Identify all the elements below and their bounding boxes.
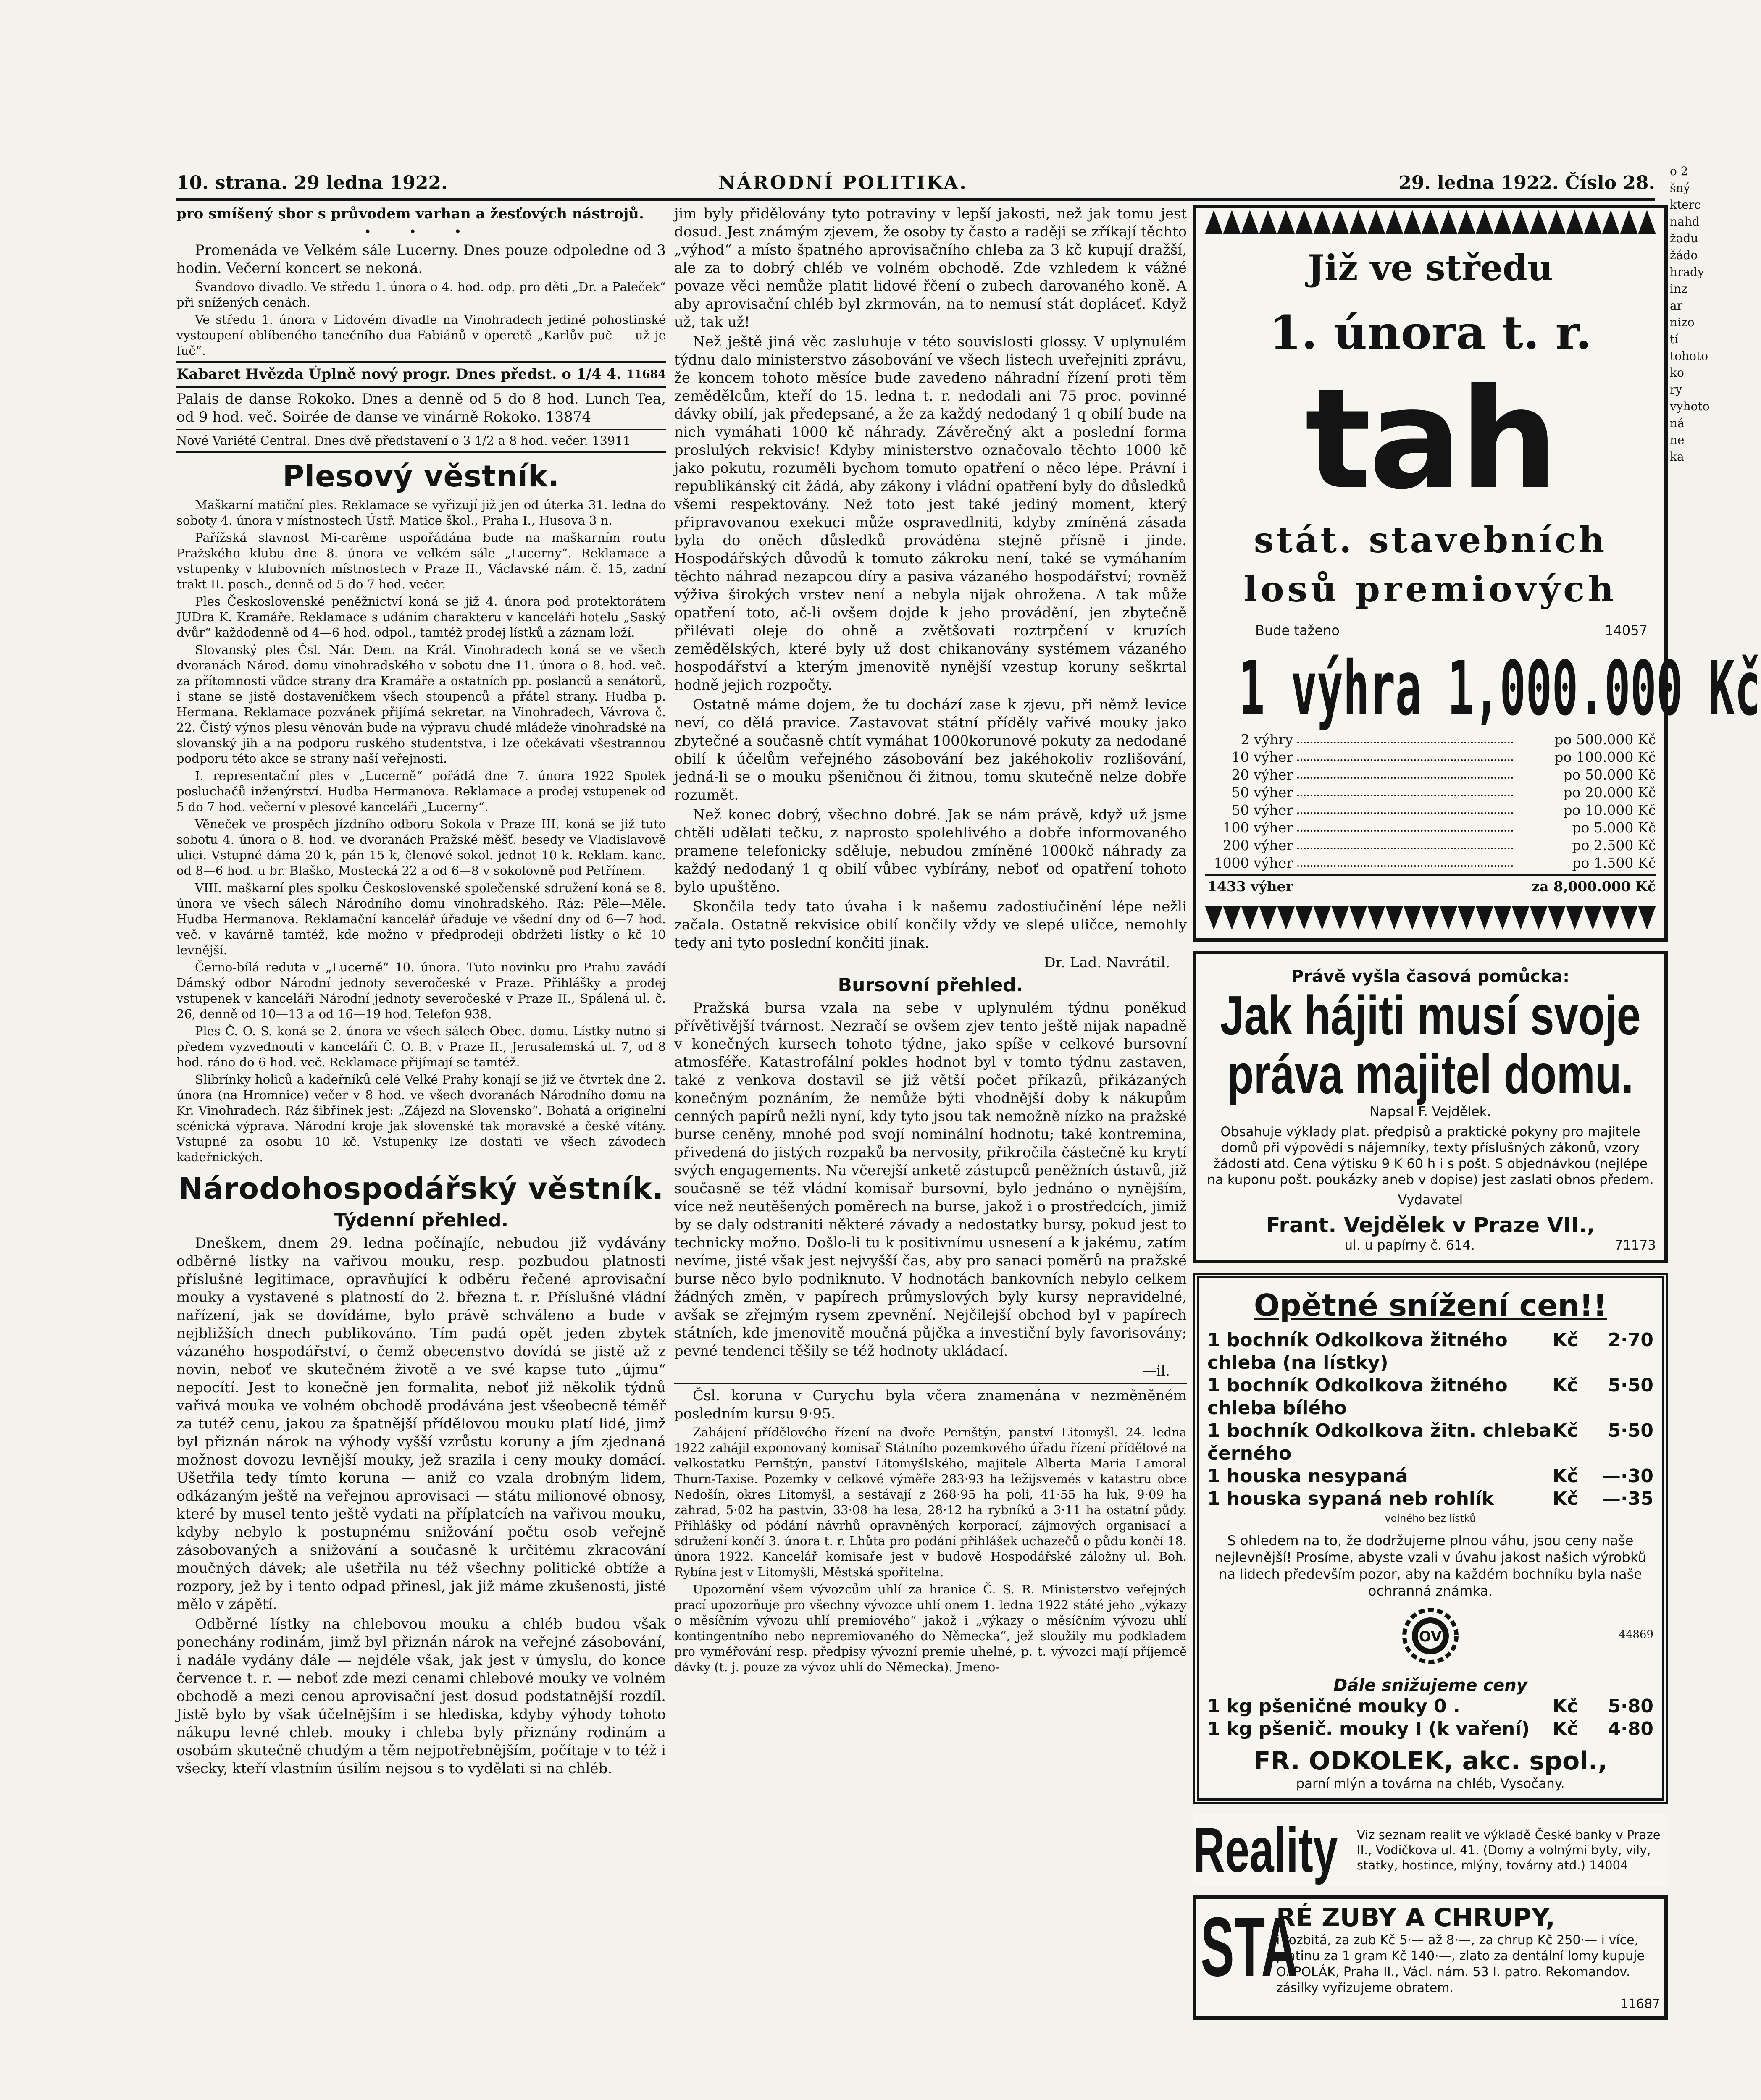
triangle-ornament (1205, 210, 1223, 234)
draw-number: 14057 (1605, 622, 1648, 638)
lottery-line4: losů premiových (1243, 568, 1617, 610)
intro-text: pro smíšený sbor s průvodem varhan a žesťových nástrojů. (176, 205, 644, 222)
lottery-line3: stát. stavebních (1254, 519, 1607, 561)
triangle-ornament (1602, 210, 1620, 234)
bakery-company-sub: parní mlýn a továrna na chléb, Vysočany. (1296, 1776, 1565, 1791)
price-item-name: 1 bochník Odkolkova žitn. chleba černého (1207, 1420, 1551, 1464)
triangle-ornament (1367, 210, 1385, 234)
price-value: —·35 (1602, 1488, 1653, 1509)
lottery-main-prize: 1 výhra 1,000.000 Kč (1238, 645, 1761, 732)
bakery-company: FR. ODKOLEK, akc. spol., (1253, 1746, 1608, 1776)
triangle-border-top (1205, 208, 1656, 234)
triangle-ornament (1457, 210, 1475, 234)
article-paragraph: Skončila tedy tato úvaha i k našemu zadostiučinění lépe nežli začala. Ostatně rekvisice obilí končily vždy ve slepé uličce, nemohly tedy ani tyto poslední končiti jinak. (674, 898, 1187, 951)
prize-value: po 5.000 Kč (1572, 819, 1656, 836)
lottery-draw-number (1255, 622, 1648, 638)
article-paragraph: Než ještě jiná věc zasluhuje v této souvislosti glossy. V uplynulém týdnu dalo ministerstvo zásobování ve všech listech uveřejniti zprávu, že koncem tohoto měsíce bude zavedeno náhradní řízení proti těm zemědělcům, kteří do 15. ledna t. r. nedodali ani 75 proc. povinné dávky obilí, jak předepsané, a že za každý nedodaný 1 q obilí bude na nich vymáhati 1000 kč náhrady. Závěrečný akt a poslední forma proslulých rekvisic! Kdyby ministerstvo označovalo těchto 1000 kč jako pokutu, rozuměli bychom tomuto opatření o něco lépe. Právní i republikánský cit žádá, aby zákony i vládní opatření byly do důsledků všemi respektovány. Než toto jest také jediný moment, který připravovanou exekuci může ospravedlniti, kdyby zmíněná zásada byla do oněch důsledků prováděna stejně přísně i jinde. Hospodářských důvodů k tomuto zákroku není, také se vymáhaním těchto náhrad nezapcou díry a pasiva vázaného hospodářství; rovněž výživa širokých vrstev není a nebyla nijak ohrožena. A tak může opatření toto, ač-li ovšem dojde k jeho provádění, jen zbytečně přilévati oleje do ohně a zvětšovati roztrpčení v kruzích zemědělských, které byly už dost chikanovány systémem vázaného hospodářství a kterým jmenovitě nynější vzestup koruny seškrtal hodně jejich rozpočty. (674, 333, 1187, 693)
price-item-name: 1 kg pšeničné mouky 0 . (1207, 1696, 1460, 1717)
prize-row (1205, 854, 1656, 872)
triangle-ornament (1295, 906, 1313, 930)
prize-value: po 1.500 Kč (1572, 855, 1656, 871)
bakery-title: Opětné snížení cen!! (1254, 1288, 1607, 1323)
currency: Kč (1553, 1465, 1578, 1487)
prize-dots (1297, 837, 1513, 849)
triangle-ornament (1205, 906, 1223, 930)
palais-text: Palais de danse Rokoko. Dnes a denně od 5 do 8 hod. Lunch Tea, od 9 hod. več. Soirée de danse ve vinárně Rokoko. (176, 391, 666, 425)
ples-item: Pařížská slavnost Mi-carême uspořádána bude na maškarním routu Pražského klubu dne 8. února ve velkém sále „Lucerny“. Reklamace a vstupenky v klubovních místnostech v Praze II., Václavské nám. č. 15, zadní trakt II. posch., denně od 5 do 7 hod. večer. (176, 530, 666, 591)
triangle-ornament (1566, 210, 1584, 234)
prize-count: 20 výher (1231, 766, 1293, 783)
prize-list (1205, 731, 1656, 895)
price-item (1207, 1329, 1653, 1374)
currency: Kč (1553, 1718, 1578, 1740)
bakery-logo-icon (1399, 1604, 1462, 1667)
ples-item: VIII. maškarní ples spolku Československé společenské sdružení koná se 8. února ve všech sálech Národního domu vinohradského. Ráz: Pěle—Měle. Hudba Hermanova. Reklamační kancelář úřaduje ve všední dny od 6—7 hod. več. v kavárně tamtéž, kde možno v předprodeji obdržeti lístky o kč 10 levnější. (176, 881, 666, 957)
price-item-name: 1 houska nesypaná (1207, 1465, 1408, 1487)
ples-item: Slibrínky holiců a kadeřníků celé Velké Prahy konají se již ve čtvrtek dne 2. února (na Hromnice) večer v 8 hod. ve všech dvoranách Národního domu na Kr. Vinohradech. Ráz šibřinek jest: „Zájezd na Slovensko“. Bohatá a originelní scénická výprava. Národní kroje jak slovenské tak moravské a české vítány. Vstupné za osobu 10 kč. Vstupenky lze dostati ve všech závodech kadeřnických. (176, 1072, 666, 1164)
variete-text: Nové Variété Central. Dnes dvě představení o 3 1/2 a 8 hod. večer. (176, 433, 588, 448)
ples-item: I. representační ples v „Lucerně“ pořádá dne 7. února 1922 Spolek posluchačů inženýrství. Hudba Hermanova. Reklamace a prodej vstupenek od 5 do 7 hod. večerní v plesové kanceláři „Lucerny“. (176, 769, 666, 814)
dentures-text: i rozbitá, za zub Kč 5·— až 8·—, za chrup Kč 250·— i více, platinu za 1 gram Kč 140·—, zlato za dentální lomy kupuje O. POLÁK, Praha II., Václ. nám. 53 I. patro. Rekomandov. zásilky vyřizujeme obratem. (1276, 1933, 1645, 1995)
ples-item: Věneček ve prospěch jízdního odboru Sokola v Praze III. koná se již tuto sobotu 4. února o 8. hod. ve dvoranách Pražské měšť. besedy ve Vladislavově ulici. Vstupné dáma 20 k, pán 15 k, členové sokol. jednot 10 k. Reklam. kanc. od 8—6 hod. u br. Blaško, Mostecká 22 a od 6—8 v sokolovně pod Petřínem. (176, 817, 666, 878)
price-item-name: 1 houska sypaná neb rohlík (1207, 1488, 1494, 1509)
notice-pernstyn: Zahájení přídělového řízení na dvoře Pernštýn, panství Litomyšl. 24. ledna 1922 zahájil exponovaný komisař Státního pozemkového úřadu řízení přídělové na velkostatku Pernštýn, panství Litomyšlského, majitele Alberta Maria Lamoral Thurn-Taxise. Pozemky v celkové výměře 283·93 ha ležijsvemés v katastru obce Nedošín, okres Litomyšl, a sestávají z 268·95 ha poli, 41·55 ha luk, 9·09 ha zahrad, 5·02 ha pastvin, 33·08 ha lesa, 28·12 ha rybníků a 3·11 ha ostatní půdy. Přihlášky od pódání návrhů opravněných korporací, zájmových organisací a sdružení končí 3. února t. r. Lhůta pro podání přihlášek uchazečů o půdu končí 18. února 1922. Kancelář komisaře jest v budově Hospodářské záložny ul. Boh. Rybína jest v Litomyšli, Městská spořitelna. (674, 1425, 1187, 1579)
prize-count: 200 výher (1222, 837, 1293, 853)
price-item-name: 1 kg pšenič. mouky I (k vaření) (1207, 1718, 1530, 1740)
prize-value: po 100.000 Kč (1554, 749, 1656, 765)
triangle-ornament (1511, 906, 1530, 930)
page-number-date: 10. strana. 29 ledna 1922. (176, 172, 448, 194)
triangle-ornament (1349, 210, 1367, 234)
article-signature: Dr. Lad. Navrátil. (1044, 954, 1170, 971)
triangle-ornament (1530, 210, 1548, 234)
triangle-ornament (1620, 210, 1638, 234)
prize-value: po 20.000 Kč (1563, 784, 1656, 801)
prize-value: po 500.000 Kč (1554, 731, 1656, 748)
prize-dots (1297, 819, 1513, 832)
subsection-title-bursa: Bursovní přehled. (838, 974, 1023, 996)
prize-row (1205, 801, 1656, 819)
reality-text-block (1357, 1827, 1668, 1873)
prize-dots (1297, 801, 1513, 814)
publisher-label: Vydavatel (1398, 1192, 1463, 1208)
kabaret-text: Kabaret Hvězda Úplně nový progr. Dnes předst. o 1/4 4. (176, 366, 621, 383)
lottery-date-line2: 1. února t. r. (1269, 305, 1592, 360)
triangle-ornament (1277, 210, 1295, 234)
publisher-name: Frant. Vejdělek v Praze VII., (1266, 1213, 1595, 1237)
article-paragraph: Odběrné lístky na chlebovou mouku a chléb budou však ponechány rodinám, jimž byl přiznán nárok na veřejné zásobování, i nadále vydány dále — nejdéle však, jak jest v úmyslu, do konce července t. r. — neboť zde mezi cenami chlebové mouky ve volném obchodě a mezi cenou aprovisační jest dosud podstatnější rozdíl. Jistě bylo by však účelnějším i se hlediska, kdyby výhody tohoto nákupu levné chleb. mouky i chleba byly přiznány rodinám a osobám skutečně chudým a těm nejpotřebnějším, počítaje v to též i všecky, kteří vlastním úsilím nejsou s to vydělati si na chléb. (176, 1616, 666, 1777)
svg-text:OV: OV (1419, 1628, 1442, 1645)
prize-count: 1000 výher (1214, 855, 1293, 871)
column-left (176, 205, 666, 2100)
book-title-line1: Jak hájiti musí svoje (1220, 984, 1641, 1046)
triangle-ornament (1331, 210, 1349, 234)
triangle-ornament (1493, 210, 1511, 234)
price-value: 5·80 (1608, 1696, 1653, 1717)
ad-number: 11687 (1620, 1997, 1660, 2011)
bakery-more-title: Dále snižujeme ceny (1333, 1676, 1527, 1695)
triangle-ornament (1223, 906, 1241, 930)
prize-row (1205, 784, 1656, 801)
prize-count: 2 výhry (1241, 731, 1293, 748)
triangle-ornament (1422, 210, 1440, 234)
article-paragraph: Než konec dobrý, všechno dobré. Jak se nám právě, když už jsme chtěli udělati tečku, z naprosto spolehlivého a dobře informovaného pramene telefonicky sděluje, nebudou zmíněné 1000kč náhrady za každý nedodaný 1 q obilí vůbec vybírány, neboť od opatření tohoto bylo upuštěno. (674, 806, 1187, 895)
column-middle (674, 205, 1187, 2100)
page-header (176, 172, 1655, 201)
triangle-ornament (1530, 906, 1548, 930)
triangle-ornament (1241, 906, 1259, 930)
variete-number: 13911 (591, 433, 631, 448)
prize-dots (1297, 766, 1513, 779)
lottery-draw-word: tah (1305, 359, 1556, 520)
article-signature: —il. (1142, 1362, 1170, 1379)
triangle-ornament (1439, 210, 1457, 234)
triangle-ornament (1439, 906, 1457, 930)
ad-book (1193, 951, 1668, 1263)
prize-count: 50 výher (1231, 802, 1293, 818)
kabaret-number: 11684 (626, 368, 666, 381)
bakery-price-list (1207, 1329, 1653, 1510)
prize-dots (1297, 731, 1513, 743)
article-paragraph: Dneškem, dnem 29. ledna počínajíc, nebudou již vydávány odběrné lístky na vařivou mouku, resp. pozbudou platnosti příslušné legitimace, opravňující k odběru řečené aprovisační mouky a vystavené s platností do 2. března t. r. Příslušné vládní nařízení, jak se dovídáme, bylo právě schváleno a bude v nejbližších dnech publikováno. Tím padá opět jeden zbytek vázaného hospodářství, o čemž obecenstvo dovídá se jistě až z novin, neboť ve skutečném životě a ve své kapse tuto „újmu“ nepocítí. Jest to konečně jen formalita, neboť již několik týdnů vařivá mouka ve volném obchodě prodávána jest všeobecně téměř za tutéž cenu, jakou za špatnější přídělovou mouku platí lidé, jimž byl přiznán nárok na výhody vyšší vzrůstu koruny a jím zjednaná možnost dovozu levnější mouky, jež srazila i ceny mouky domácí. Ušetřila tedy tímto koruna — aniž co vzala drobným lidem, odkázaným ještě na veřejnou aprovisaci — státu milionové obnosy, které by musel tento ještě vydati na příplatcích na vařivou mouku, kdyby nebylo k postupnému snižování počtu osob veřejně zásobovaných a snižování a současně k určitému zkracování moučných dávek; ale ušetřila nu též všechny politické obtíže a rozpory, jež by i tento odpad přinesl, jak již máme zkušenosti, jisté mělo v zápětí. (176, 1235, 666, 1613)
bakery-logo-row (1207, 1599, 1653, 1670)
currency: Kč (1553, 1696, 1578, 1717)
prize-count: 50 výher (1231, 784, 1293, 801)
currency: Kč (1553, 1420, 1578, 1441)
section-title-economy: Národohospodářský věstník. (178, 1171, 664, 1206)
price-item (1207, 1718, 1653, 1740)
article-paragraph: jim byly přidělovány tyto potraviny v lepší jakosti, než jak tomu jest dosud. Jest známým zjevem, že osoby ty často a raději se zříkají těchto „výhod“ a místo špatného aprovisačního chleba za 3 kč kupují dražší, ale za to dobrý chléb ve volném obchodě. Zde vzhledem k vážné povaze věci nemůže platit lidové řčení o zubech darovaného koně. A aby aprovisační chléb byl zkrmován, na to nemusí stát dopláceť. Když už, tak už! (674, 205, 1187, 331)
book-kicker: Právě vyšla časová pomůcka: (1291, 967, 1570, 986)
triangle-ornament (1584, 210, 1602, 234)
article-paragraph: Ostatně máme dojem, že tu dochází zase k zjevu, při němž levice neví, co dělá pravice. Zastavovat státní příděly vařivé mouky jako zbytečné a současně chtít vymáhat 1000korunové pokuty za nedodané obilí k účelům veřejného zásobování bez jakéhokoliv rozlišování, jedná-li se o mouku pšeničnou či žitnou, tomu skutečně nelze dobře rozumět. (674, 696, 1187, 803)
reality-word: Reality (1193, 1814, 1338, 1885)
price-item (1207, 1374, 1653, 1420)
prize-count: 10 výher (1231, 749, 1293, 765)
reality-text: Viz seznam realit ve výkladě České banky v Praze II., Vodičkova ul. 41. (Domy a volnými byty, vily, statky, hostince, mlýny, továrny atd.) (1357, 1827, 1661, 1872)
prize-row (1205, 766, 1656, 784)
ad-number: 44869 (1619, 1628, 1653, 1641)
price-item-name: 1 bochník Odkolkova žitného chleba (na lístky) (1207, 1329, 1508, 1373)
triangle-ornament (1385, 906, 1404, 930)
triangle-ornament (1620, 906, 1638, 930)
triangle-ornament (1511, 210, 1530, 234)
divider (176, 451, 666, 453)
ad-reality (1193, 1814, 1668, 1886)
notice-curych: Čsl. koruna v Curychu byla včera znamenána v nezměněném posledním kursu 9·95. (674, 1387, 1187, 1422)
dentures-body (1276, 1903, 1660, 2012)
ad-dentures (1193, 1895, 1668, 2020)
triangle-ornament (1475, 210, 1493, 234)
triangle-ornament (1638, 906, 1656, 930)
book-title-line2: práva majitel domu. (1227, 1043, 1634, 1105)
price-item (1207, 1420, 1653, 1465)
price-value: 5·50 (1608, 1420, 1653, 1441)
prize-row (1205, 819, 1656, 837)
currency: Kč (1553, 1375, 1578, 1396)
newspaper-title: NÁRODNÍ POLITIKA. (718, 172, 968, 194)
triangle-ornament (1295, 210, 1313, 234)
publisher-address-text: ul. u papírny č. 614. (1344, 1238, 1475, 1253)
adjacent-page-edge: o 2 šný kterc nahd žadu žádo hrady inz ar nizo tí tohoto ko ry vyhoto ná ne ka (1670, 164, 1710, 464)
price-item (1207, 1488, 1653, 1510)
notice-variete (176, 433, 666, 449)
ad-number: 14004 (1589, 1858, 1628, 1872)
prize-row (1205, 748, 1656, 766)
triangle-ornament (1223, 210, 1241, 234)
prize-total-row (1205, 874, 1656, 895)
triangle-ornament (1277, 906, 1295, 930)
triangle-ornament (1475, 906, 1493, 930)
notice-svandovo: Švandovo divadlo. Ve středu 1. února o 4. hod. odp. pro děti „Dr. a Paleček“ při snížených cenách. (176, 280, 666, 310)
triangle-ornament (1259, 210, 1277, 234)
bakery-note: S ohledem na to, že dodržujeme plnou váhu, jsou ceny naše nejlevnější! Prosíme, abyste vzali v úvahu jakost našich výrobků na lidech především pozor, aby na každém bochníku byla naše ochranná známka. (1214, 1533, 1646, 1599)
ticket-note: volného bez lístků (1385, 1512, 1476, 1524)
notice-kabaret (176, 365, 666, 383)
triangle-ornament (1313, 210, 1331, 234)
prize-value: po 10.000 Kč (1563, 802, 1656, 818)
ples-item: Ples Č. O. S. koná se 2. února ve všech sálech Obec. domu. Lístky nutno si předem vyzvednouti v kanceláři Č. O. B. v Praze II., Jerusalemská ul. 7, od 8 hod. ráno do 6 hod. več. Reklamace přijímají se tamtéž. (176, 1024, 666, 1069)
price-value: 5·50 (1608, 1375, 1653, 1396)
triangle-ornament (1638, 210, 1656, 234)
notice-palais (176, 390, 666, 426)
prize-value: po 50.000 Kč (1563, 766, 1656, 783)
prize-total-value: za 8,000.000 Kč (1532, 878, 1656, 895)
dentures-title: RÉ ZUBY A CHRUPY, (1276, 1903, 1555, 1932)
draw-label: Bude taženo (1255, 622, 1340, 638)
triangle-ornament (1313, 906, 1331, 930)
price-item-name: 1 bochník Odkolkova žitného chleba bílého (1207, 1375, 1508, 1419)
currency: Kč (1553, 1329, 1578, 1351)
triangle-border-bottom (1205, 904, 1656, 930)
lottery-date-line1: Již ve středu (1308, 247, 1553, 289)
ples-item: Slovanský ples Čsl. Nár. Dem. na Král. Vinohradech koná se ve všech dvoranách Národ. domu vinohradského v sobotu dne 11. února o 8. hod. več. za přítomnosti vůdce strany dra Kramáře a ostatních pp. poslanců a senátorů, i stane se jistě dostaveníčkem všech stoupenců a přátel strany. Hudba p. Hermana. Reklamace pozvánek přijímá sekretar. na Vinohradech, Vávrova č. 22. Čistý výnos plesu věnován bude na výpravu chudé mládeže vinohradské na slovanský jih a na podporu ruského studentstva, i lze očekávati všestrannou podporu této akce se strany naší veřejnosti. (176, 643, 666, 766)
subsection-title-weekly: Týdenní přehled. (334, 1210, 509, 1231)
triangle-ornament (1548, 906, 1566, 930)
divider (176, 429, 666, 430)
triangle-ornament (1493, 906, 1511, 930)
triangle-ornament (1349, 906, 1367, 930)
book-description: Obsahuje výklady plat. předpisů a praktické pokyny pro majitele domů při výpovědi s nájemníky, texty příslušných zákonů, vzory žádostí atd. Cena výtisku 9 K 60 h i s pošt. S objednávkou (nejlépe na kuponu pošt. poukázky aneb v dopise) jest zaslati obnos předem. (1207, 1124, 1654, 1187)
triangle-ornament (1385, 210, 1404, 234)
prize-dots (1297, 854, 1513, 867)
triangle-ornament (1241, 210, 1259, 234)
divider (176, 361, 666, 363)
ad-bakery (1193, 1273, 1668, 1804)
triangle-ornament (1548, 210, 1566, 234)
prize-dots (1297, 748, 1513, 761)
price-value: 2·70 (1608, 1329, 1653, 1351)
separator-stars: • • • (364, 225, 478, 239)
triangle-ornament (1331, 906, 1349, 930)
prize-count: 100 výher (1222, 819, 1293, 836)
triangle-ornament (1422, 906, 1440, 930)
currency: Kč (1553, 1488, 1578, 1509)
publisher-address (1205, 1237, 1656, 1253)
price-value: 4·80 (1608, 1718, 1653, 1740)
issue-date-number: 29. ledna 1922. Číslo 28. (1398, 172, 1655, 194)
notice-promenada: Promenáda ve Velkém sále Lucerny. Dnes pouze odpoledne od 3 hodin. Večerní koncert se nekoná. (176, 242, 666, 277)
price-item (1207, 1695, 1653, 1718)
prize-row (1205, 731, 1656, 748)
ples-item: Černo-bílá reduta v „Lucerně“ 10. února. Tuto novinku pro Prahu zavádí Dámský odbor Národní jednoty severočeské v Praze. Přihlášky a prodej vstupenek v kanceláři Národní jednoty severočeské v Praze II., Spálená ul. č. 26, denně od 10—13 a od 16—19 hod. Telefon 938. (176, 960, 666, 1021)
prize-total-count: 1433 výher (1207, 878, 1293, 895)
dentures-sta: STA (1201, 1900, 1298, 1994)
divider (176, 386, 666, 388)
prize-value: po 2.500 Kč (1572, 837, 1656, 853)
triangle-ornament (1602, 906, 1620, 930)
book-author: Napsal F. Vejdělek. (1369, 1104, 1491, 1119)
triangle-ornament (1584, 906, 1602, 930)
article-paragraph: Pražská bursa vzala na sebe v uplynulém týdnu poněkud přívětivější tvárnost. Nezračí se ovšem zjev tento ještě nijak napadně v konečných kursech tohoto týdne, jako spíše v celkové bursovní atmosféře. Katastrofální pokles hodnot byl v tomto týdnu zastaven, také z venkova dostavil se již větší počet příkazů, přikázaných konečným poznáním, že nemůže býti vhodnější doby k nákupům cenných papírů nežli nyní, kdy tyto jsou tak nemožně nízko na pražské burse ceněny, mnohé pod svojí nominální hodnotu; také kontremina, přivedená do jistých rozpaků ba nervosity, přikročila částečně ku krytí svých engagements. Na včerejší anketě zástupců peněžních ústavů, již současně se též vládní komisař bursovní, bylo jednáno o nynějším, více než neutěšených poměrech na burse, jakož i o prostředcích, jimiž by se daly odstraniti některé závady a nedostatky bursy, pokud jest to technicky možno. Došlo-li tu k positivnímu usnesení a k jakému, zatím nevíme, jisté však jest nejvyšší čas, aby pro sanaci poměrů na pražské burse něco bylo podniknuto. V hodnotách bankovních nebylo celkem žádných změn, v papírech průmyslových byly kursy nepravidelné, avšak se zřejmým rysem zpevnění. Nejčilejší obchod byl v papírech státních, kde jmenovitě moučná půjčka a investiční byly favorisovány; pevné tendenci těšily se též hodnoty ukládací. (674, 1000, 1187, 1360)
divider (674, 1383, 1187, 1384)
triangle-ornament (1457, 906, 1475, 930)
section-title-ples: Plesový věstník. (282, 459, 560, 494)
ples-item: Maškarní matiční ples. Reklamace se vyřizují již jen od úterka 31. ledna do soboty 4. února v místnostech Ústř. Matice škol., Praha I., Husova 3 n. (176, 498, 666, 528)
palais-number: 13874 (545, 409, 591, 425)
triangle-ornament (1404, 906, 1422, 930)
triangle-ornament (1404, 210, 1422, 234)
prize-dots (1297, 784, 1513, 796)
ad-number: 71173 (1614, 1238, 1656, 1253)
price-item (1207, 1465, 1653, 1488)
triangle-ornament (1367, 906, 1385, 930)
prize-row (1205, 837, 1656, 854)
triangle-ornament (1566, 906, 1584, 930)
price-value: —·30 (1602, 1465, 1653, 1487)
triangle-ornament (1259, 906, 1277, 930)
notice-coal-export: Upozornění všem vývozcům uhlí za hranice Č. S. R. Ministerstvo veřejných prací upozorňuje pro všechny vývozce uhlí onem 1. ledna 1922 státé jeho „výkazy o měsíčním vývozu uhlí premiového“ jakož i „výkazy o měsíčním vývozu uhlí kontingentního nebo nepremiovaného do Německa“, jež sloužily mu podkladem pro vyměřování resp. předpisy vývozní premie uhelné, p. t. vývozci mají příjemcě dávky (t. j. pouze za vývoz uhlí do Německa). Jmeno- (674, 1582, 1187, 1674)
ples-item: Ples Československé peněžnictví koná se již 4. února pod protektorátem JUDra K. Kramáře. Reklamace s udáním charakteru v kanceláři hotelu „Saský dvůr“ každodenně od 4—6 hod. odpol., tamtéž prodej lístků a záznam loží. (176, 594, 666, 640)
notice-lidove-divadlo: Ve středu 1. února v Lidovém divadle na Vinohradech jediné pohostinské vystoupení oblíbeného tanečního dua Fabiánů v operetě „Karlův puč — už je fuč“. (176, 312, 666, 358)
